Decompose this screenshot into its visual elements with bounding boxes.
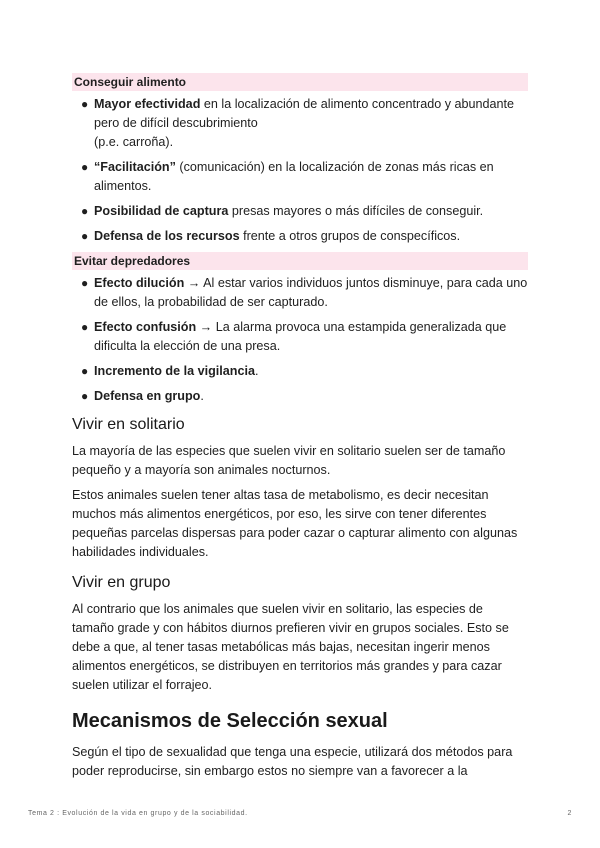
- bullet-icon: ●: [81, 389, 89, 403]
- list-item: [72, 158, 528, 196]
- footer-title: Tema 2 : Evolución de la vida en grupo y de la sociabilidad.: [28, 810, 248, 817]
- list-item: [72, 227, 528, 246]
- item-text: .: [200, 389, 204, 403]
- item-text: (comunicación) en la localización de zonas más ricas en alimentos.: [94, 160, 494, 193]
- list-item: [72, 274, 528, 312]
- item-extra: (p.e. carroña).: [94, 135, 174, 149]
- item-text: → Al estar varios individuos juntos disminuye, para cada uno de ellos, la probabilidad de ser capturado.: [94, 276, 528, 309]
- bullet-icon: ●: [81, 364, 89, 378]
- solitary-paragraph-1: La mayoría de las especies que suelen vivir en solitario suelen ser de tamaño pequeño y a mayoría son animales nocturnos.: [72, 444, 506, 477]
- bullet-icon: ●: [81, 229, 89, 243]
- section-heading-predators: Evitar depredadores: [72, 252, 528, 270]
- item-bold: Efecto confusión: [94, 320, 197, 334]
- item-bold: Incremento de la vigilancia: [94, 364, 255, 378]
- solitary-paragraph-2: Estos animales suelen tener altas tasa de metabolismo, es decir necesitan muchos más alimentos energéticos, por eso, les sirve con tener diferentes pequeñas parcelas dispersas para poder cazar o capturar alimento con algunas habilidades individuales.: [72, 488, 518, 559]
- predators-list: [72, 274, 528, 406]
- heading-group: Vivir en grupo: [72, 574, 171, 591]
- sexual-paragraph: Según el tipo de sexualidad que tenga una especie, utilizará dos métodos para poder reproducirse, sin embargo estos no siempre van a favorecer a la: [72, 745, 513, 778]
- heading-solitary: Vivir en solitario: [72, 416, 185, 433]
- bullet-icon: ●: [81, 276, 89, 290]
- item-bold: “Facilitación”: [94, 160, 176, 174]
- item-text: → La alarma provoca una estampida generalizada que dificulta la elección de una presa.: [94, 320, 507, 353]
- list-item: [72, 202, 528, 221]
- item-text: .: [254, 364, 259, 378]
- item-text: presas mayores o más difíciles de conseguir.: [228, 204, 484, 218]
- list-item: [72, 362, 528, 381]
- bullet-icon: ●: [81, 97, 89, 111]
- page-footer: [28, 810, 572, 817]
- bullet-icon: ●: [81, 160, 89, 174]
- food-list: [72, 95, 528, 246]
- item-text: en la localización de alimento concentrado y abundante pero de difícil descubrimiento: [94, 97, 515, 130]
- item-bold: Posibilidad de captura: [94, 204, 229, 218]
- page-content: [72, 73, 528, 781]
- item-bold: Efecto dilución: [94, 276, 185, 290]
- bullet-icon: ●: [81, 204, 89, 218]
- item-text: frente a otros grupos de conspecíficos.: [239, 229, 461, 243]
- heading-sexual-selection: Mecanismos de Selección sexual: [72, 710, 388, 732]
- item-bold: Defensa en grupo: [94, 389, 201, 403]
- section-heading-food: Conseguir alimento: [72, 73, 528, 91]
- bullet-icon: ●: [81, 320, 89, 334]
- group-paragraph: Al contrario que los animales que suelen vivir en solitario, las especies de tamaño grade y con hábitos diurnos prefieren vivir en grupos sociales. Esto se debe a que, al tener tasas metabólicas más bajas, necesitan ingerir menos alimentos energéticos, se distribuyen en territorios más grandes y para cazar suelen utilizar el forrajeo.: [72, 602, 509, 692]
- item-bold: Mayor efectividad: [94, 97, 201, 111]
- item-bold: Defensa de los recursos: [94, 229, 240, 243]
- list-item: [72, 318, 528, 356]
- list-item: [72, 387, 528, 406]
- list-item: [72, 95, 528, 152]
- page-number: 2: [567, 810, 572, 817]
